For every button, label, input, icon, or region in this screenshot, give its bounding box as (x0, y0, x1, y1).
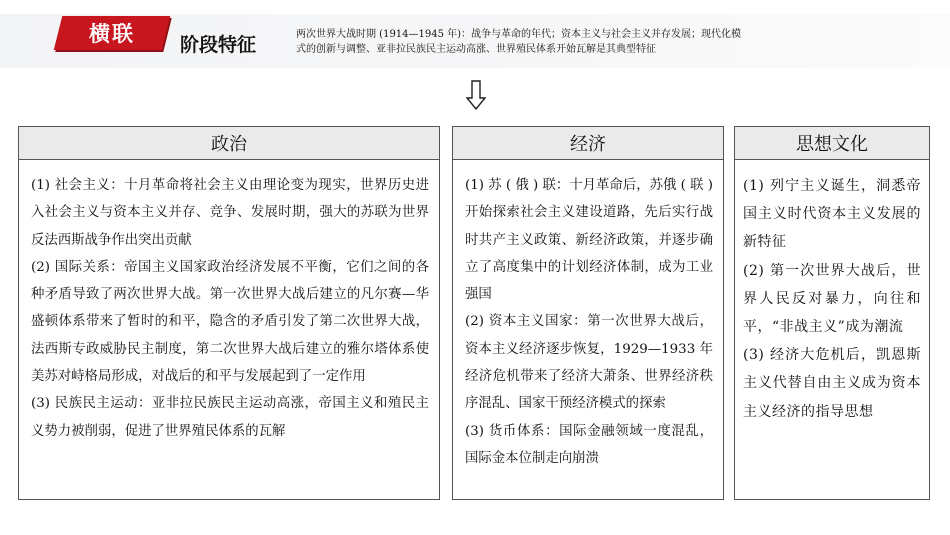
culture-column-body (735, 160, 929, 426)
down-arrow-icon (466, 80, 486, 110)
culture-point-3: (3) 经济大危机后，凯恩斯主义代替自由主义成为资本主义经济的指导思想 (743, 347, 921, 420)
economy-column-title: 经济 (453, 127, 723, 160)
politics-column (18, 126, 440, 500)
economy-column-body (453, 160, 723, 472)
stage-summary (296, 27, 836, 57)
politics-point-1: (1) 社会主义：十月革命将社会主义由理论变为现实，世界历史进入社会主义与资本主义并存、竞争、发展时期，强大的苏联为世界反法西斯战争作出突出贡献 (31, 178, 429, 248)
culture-point-2: (2) 第一次世界大战后，世界人民反对暴力，向往和平，“非战主义”成为潮流 (743, 262, 921, 336)
politics-column-body (19, 160, 439, 445)
summary-line-2: 式的创新与调整、亚非拉民族民主运动高涨、世界殖民体系开始瓦解是其典型特征 (296, 44, 656, 55)
summary-line-1: 两次世界大战时期 (1914—1945 年)：战争与革命的年代；资本主义与社会主义并存发展；现代化模 (296, 29, 742, 40)
economy-point-3: (3) 货币体系：国际金融领域一度混乱，国际金本位制走向崩溃 (465, 423, 713, 466)
economy-point-2: (2) 资本主义国家：第一次世界大战后，资本主义经济逐步恢复，1929—1933 年经济危机带来了经济大萧条、世界经济秩序混乱、国家干预经济模式的探索 (465, 314, 713, 412)
stage-title: 阶段特征 (180, 34, 257, 56)
section-tag: 横联 (89, 22, 135, 46)
economy-column (452, 126, 724, 500)
culture-column-title: 思想文化 (735, 127, 929, 160)
culture-column (734, 126, 930, 500)
economy-point-1: (1) 苏 ( 俄 ) 联：十月革命后，苏俄 ( 联 ) 开始探索社会主义建设道路，先后实行战时共产主义政策、新经济政策，并逐步确立了高度集中的计划经济体制，成为工业强国 (465, 178, 713, 303)
politics-column-title: 政治 (19, 127, 439, 160)
culture-point-1: (1) 列宁主义诞生，洞悉帝国主义时代资本主义发展的新特征 (743, 178, 921, 251)
politics-point-3: (3) 民族民主运动：亚非拉民族民主运动高涨，帝国主义和殖民主义势力被削弱，促进了世界殖民体系的瓦解 (31, 396, 429, 439)
politics-point-2: (2) 国际关系：帝国主义国家政治经济发展不平衡，它们之间的各种矛盾导致了两次世界大战。第一次世界大战后建立的凡尔赛—华盛顿体系带来了暂时的和平，隐含的矛盾引发了第二次世界大战，法西斯专政威胁民主制度，第二次世界大战后建立的雅尔塔体系使美苏对峙格局形成，对战后的和平与发展起到了一定作用 (31, 259, 429, 385)
